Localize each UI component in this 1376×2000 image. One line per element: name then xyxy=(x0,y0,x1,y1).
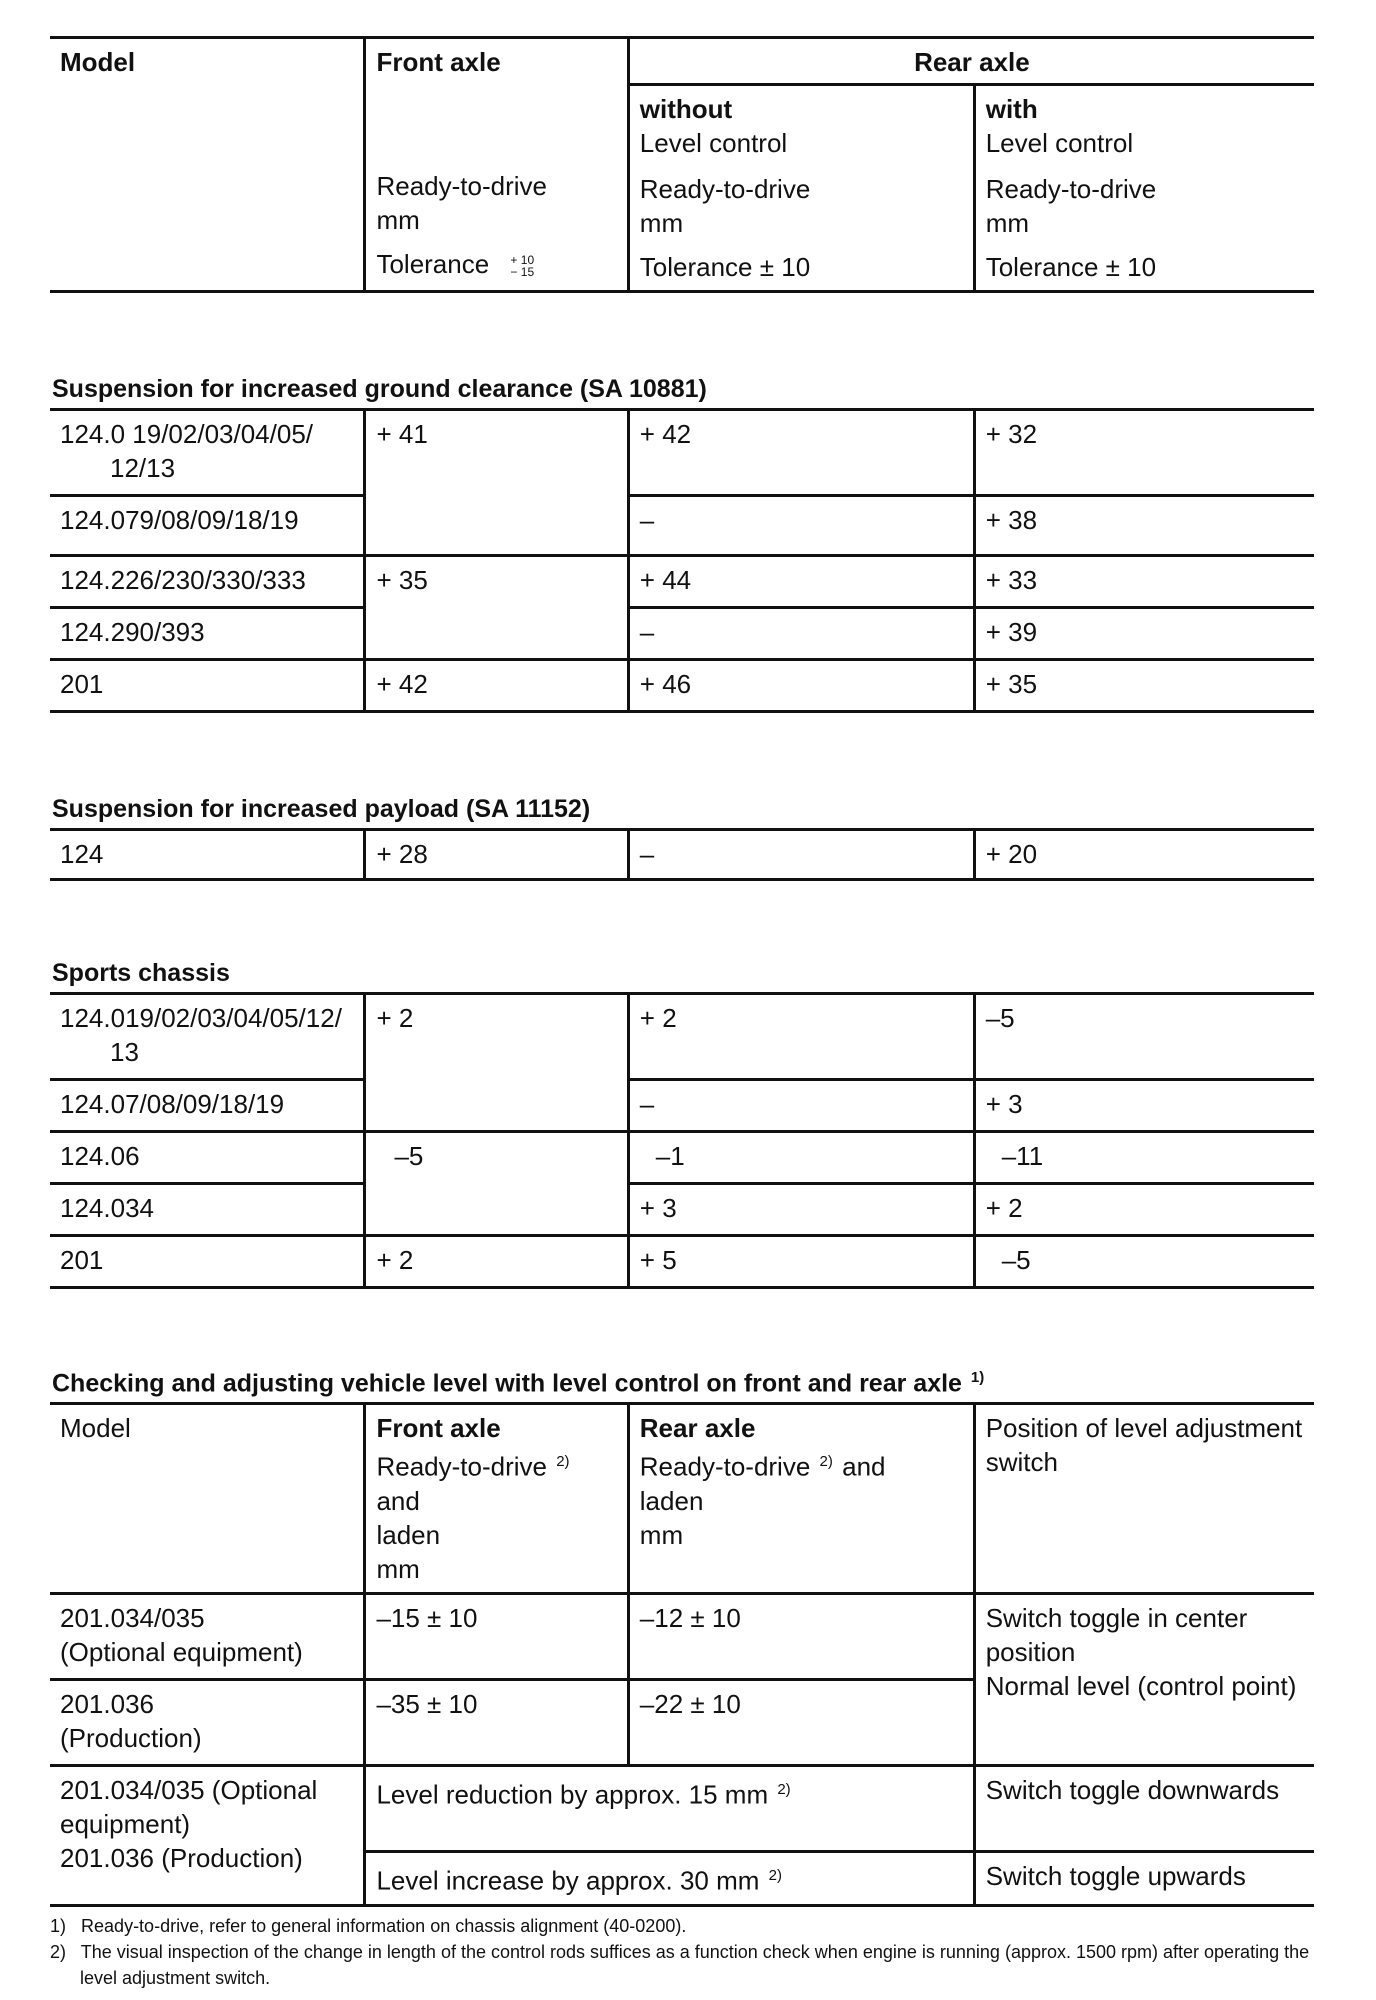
s1-row4-model: 124.290/393 xyxy=(50,608,365,660)
header-without-ready: Ready-to-drive xyxy=(639,174,811,204)
s2-row1-with: + 20 xyxy=(974,830,1314,880)
header-with: with xyxy=(985,94,1038,124)
s3-row1-model-line2: 13 xyxy=(110,1037,139,1067)
footnote-1-text: Ready-to-drive, refer to general information on chassis alignment (40-0200). xyxy=(81,1915,687,1936)
s4-combo-model xyxy=(50,1765,365,1905)
section4-title-note: 1) xyxy=(970,1369,985,1386)
s3-row5-model: 201 xyxy=(60,1245,104,1275)
s4-increase: Level increase by approx. 30 mm xyxy=(376,1865,760,1896)
s4-row1-model xyxy=(50,1593,365,1679)
s3-row1-without: + 2 xyxy=(628,994,974,1080)
s4-header-front-laden: laden xyxy=(376,1519,441,1550)
s4-switch-center-cell xyxy=(974,1593,1314,1765)
header-front-mm: mm xyxy=(376,205,420,235)
s3-row1-model-line1: 124.019/02/03/04/05/12/ xyxy=(60,1003,342,1033)
header-with-cell xyxy=(974,85,1314,292)
section3-table xyxy=(50,992,1314,1289)
section2-title: Suspension for increased payload (SA 11152) xyxy=(52,795,591,823)
s4-row2-rear: –22 ± 10 xyxy=(628,1679,974,1765)
s4-header-rear-ready-row xyxy=(640,1445,963,1484)
header-without-tolerance: Tolerance ± 10 xyxy=(639,252,811,282)
s3-row3-front: –5 xyxy=(365,1132,628,1236)
s1-row1-without: + 42 xyxy=(628,410,974,496)
header-without: without xyxy=(639,94,733,124)
s3-row5-with: –5 xyxy=(974,1236,1314,1288)
s1-row5-with: + 35 xyxy=(974,660,1314,712)
header-with-tolerance: Tolerance ± 10 xyxy=(985,252,1157,282)
s3-row4-without: + 3 xyxy=(628,1184,974,1236)
section3-title: Sports chassis xyxy=(52,959,230,987)
s3-row2-without: – xyxy=(628,1080,974,1132)
section4-title: Checking and adjusting vehicle level with level control on front and rear axle xyxy=(52,1369,962,1398)
s4-reduction-note: 2) xyxy=(777,1780,791,1798)
s4-header-front-ready: Ready-to-drive xyxy=(376,1451,547,1482)
header-front-tolerance-values xyxy=(510,254,534,278)
s3-row3-with: –11 xyxy=(974,1132,1314,1184)
s4-header-front-ready-row xyxy=(376,1445,616,1518)
s3-row5-without: + 5 xyxy=(628,1236,974,1288)
footnote-1-mark: 1) xyxy=(50,1915,67,1936)
s4-switch-normal: Normal level (control point) xyxy=(985,1670,1297,1701)
section1-table xyxy=(50,408,1314,713)
s3-row1-with: –5 xyxy=(974,994,1314,1080)
s4-header-position: Position of level adjustment switch xyxy=(974,1404,1314,1594)
s2-row1-without: – xyxy=(628,830,974,880)
s1-row5-model: 201 xyxy=(60,669,104,699)
section1-title: Suspension for increased ground clearance (SA 10881) xyxy=(52,375,707,403)
header-model: Model xyxy=(60,47,136,77)
s1-row4-with: + 39 xyxy=(974,608,1314,660)
s1-row2-with: + 38 xyxy=(974,496,1314,556)
s4-header-rear-title: Rear axle xyxy=(639,1413,756,1444)
tolerance-minus: − 15 xyxy=(510,265,535,280)
header-table xyxy=(50,36,1314,293)
s2-row1-front: + 28 xyxy=(365,830,628,880)
s3-row5-front: + 2 xyxy=(365,1236,628,1288)
s3-row2-model: 124.07/08/09/18/19 xyxy=(50,1080,365,1132)
s1-row3-without: + 44 xyxy=(628,556,974,608)
header-with-level: Level control xyxy=(985,128,1134,158)
s4-header-front-and: and xyxy=(376,1485,420,1516)
s1-row3-with: + 33 xyxy=(974,556,1314,608)
s4-header-rear xyxy=(628,1404,974,1594)
header-with-mm: mm xyxy=(985,208,1030,238)
footnote-2-mark: 2) xyxy=(50,1941,67,1962)
s4-header-rear-ready: Ready-to-drive xyxy=(639,1451,811,1482)
s4-row2-front: –35 ± 10 xyxy=(365,1679,628,1765)
s1-row1-model xyxy=(50,410,365,496)
s3-row2-with: + 3 xyxy=(974,1080,1314,1132)
footnotes xyxy=(50,1913,1314,1991)
s4-header-rear-mm: mm xyxy=(639,1519,684,1550)
s1-row3-front: + 35 xyxy=(365,556,628,660)
header-with-ready: Ready-to-drive xyxy=(985,174,1157,204)
s1-row2-without: – xyxy=(628,496,974,556)
s1-row1-with: + 32 xyxy=(974,410,1314,496)
s1-row1-model-line2: 12/13 xyxy=(110,453,176,483)
header-front-tolerance-row xyxy=(376,247,616,281)
footnote-2 xyxy=(50,1939,1314,1991)
s4-combo-model-line2: 201.036 (Production) xyxy=(60,1842,303,1873)
s1-row1-front: + 41 xyxy=(365,410,628,556)
s4-reduction: Level reduction by approx. 15 mm xyxy=(376,1779,769,1810)
s1-row3-model: 124.226/230/330/333 xyxy=(50,556,365,608)
header-front-ready: Ready-to-drive xyxy=(376,171,547,201)
section2-table xyxy=(50,828,1314,881)
section4-table xyxy=(50,1402,1314,1906)
s4-header-front-mm: mm xyxy=(376,1553,420,1584)
s4-increase-note: 2) xyxy=(768,1866,782,1884)
header-without-mm: mm xyxy=(639,208,684,238)
s4-switch-center: Switch toggle in center position xyxy=(985,1602,1248,1667)
document-page xyxy=(50,36,1314,1991)
s4-header-rear-note: 2) xyxy=(819,1453,833,1471)
s4-reduction-cell xyxy=(365,1765,974,1851)
s4-header-model: Model xyxy=(50,1404,365,1594)
s4-reduction-switch: Switch toggle downwards xyxy=(974,1765,1314,1851)
s4-header-front-title: Front axle xyxy=(376,1413,501,1444)
s4-row1-rear: –12 ± 10 xyxy=(628,1593,974,1679)
tolerance-plus: + 10 xyxy=(510,253,535,268)
s4-increase-cell xyxy=(365,1851,974,1905)
s3-row1-front: + 2 xyxy=(365,994,628,1132)
s3-row3-model: 124.06 xyxy=(50,1132,365,1184)
s1-row5-front: + 42 xyxy=(365,660,628,712)
footnote-1 xyxy=(50,1913,1314,1939)
s1-row2-model: 124.079/08/09/18/19 xyxy=(50,496,365,556)
s4-row1-model-line2: (Optional equipment) xyxy=(60,1636,303,1667)
header-rear-axle: Rear axle xyxy=(628,38,1314,85)
s1-row4-without: – xyxy=(628,608,974,660)
s3-row1-model xyxy=(50,994,365,1080)
s3-row4-model: 124.034 xyxy=(50,1184,365,1236)
s4-header-front-note: 2) xyxy=(556,1453,570,1471)
s2-row1-model: 124 xyxy=(60,839,104,869)
s4-row1-front: –15 ± 10 xyxy=(365,1593,628,1679)
s4-row2-model-line1: 201.036 xyxy=(60,1688,154,1719)
s1-row5-without: + 46 xyxy=(628,660,974,712)
header-without-level: Level control xyxy=(639,128,788,158)
s4-header-rear-laden: laden xyxy=(639,1485,704,1516)
header-front-tolerance: Tolerance xyxy=(376,249,490,279)
s4-increase-switch: Switch toggle upwards xyxy=(974,1851,1314,1905)
s4-header-rear-and: and xyxy=(842,1451,886,1482)
s4-row2-model xyxy=(50,1679,365,1765)
header-front-axle-cell xyxy=(365,38,628,292)
header-without-cell xyxy=(628,85,974,292)
s3-row3-without: –1 xyxy=(628,1132,974,1184)
s4-row2-model-line2: (Production) xyxy=(60,1722,202,1753)
header-front-axle: Front axle xyxy=(376,47,501,77)
s4-combo-model-line1: 201.034/035 (Optional equipment) xyxy=(60,1774,318,1839)
footnote-2-text: The visual inspection of the change in length of the control rods suffices as a function check when engine is running (approx. 1500 rpm) after operating the level adjustment switch. xyxy=(80,1941,1310,1988)
s4-header-front xyxy=(365,1404,628,1594)
s1-row1-model-line1: 124.0 19/02/03/04/05/ xyxy=(60,419,314,449)
s4-row1-model-line1: 201.034/035 xyxy=(60,1602,205,1633)
s3-row4-with: + 2 xyxy=(974,1184,1314,1236)
section4-title-row xyxy=(50,1369,1314,1402)
